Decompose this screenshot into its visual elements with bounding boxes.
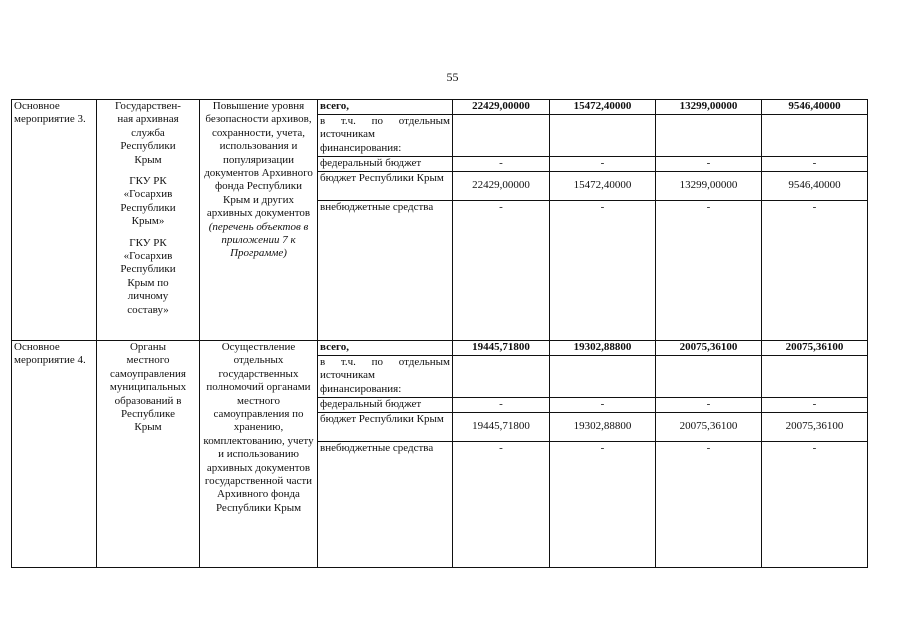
extrabudgetary-value: - bbox=[453, 201, 550, 341]
republic-budget-value: 22429,00000 bbox=[453, 172, 550, 201]
republic-budget-value: 9546,40000 bbox=[762, 172, 868, 201]
funding-sources-label: в т.ч. по отдельным источникам финансирования: bbox=[318, 356, 453, 398]
federal-budget-value: - bbox=[453, 398, 550, 413]
extrabudgetary-value: - bbox=[453, 442, 550, 568]
extrabudgetary-label: внебюджетные средства bbox=[318, 442, 453, 568]
total-value: 9546,40000 bbox=[762, 100, 868, 115]
federal-budget-label: федеральный бюджет bbox=[318, 157, 453, 172]
federal-budget-value: - bbox=[656, 398, 762, 413]
page-number: 55 bbox=[446, 70, 459, 84]
federal-budget-value: - bbox=[550, 398, 656, 413]
extrabudgetary-value: - bbox=[550, 201, 656, 341]
federal-budget-value: - bbox=[762, 157, 868, 172]
federal-budget-value: - bbox=[453, 157, 550, 172]
total-value: 20075,36100 bbox=[656, 341, 762, 356]
extrabudgetary-value: - bbox=[762, 201, 868, 341]
federal-budget-label: федеральный бюджет bbox=[318, 398, 453, 413]
extrabudgetary-label: внебюджетные средства bbox=[318, 201, 453, 341]
total-value: 19302,88800 bbox=[550, 341, 656, 356]
table-row bbox=[12, 341, 868, 356]
funding-sources-label: в т.ч. по отдельным источникам финансирования: bbox=[318, 115, 453, 157]
program-activities-table bbox=[11, 99, 868, 568]
republic-budget-value: 20075,36100 bbox=[762, 413, 868, 442]
federal-budget-value: - bbox=[656, 157, 762, 172]
activity-cell: Основное мероприятие 4. bbox=[12, 341, 97, 568]
total-value: 19445,71800 bbox=[453, 341, 550, 356]
republic-budget-value: 19302,88800 bbox=[550, 413, 656, 442]
republic-budget-value: 19445,71800 bbox=[453, 413, 550, 442]
federal-budget-value: - bbox=[762, 398, 868, 413]
extrabudgetary-value: - bbox=[656, 442, 762, 568]
activity-cell: Основное мероприятие 3. bbox=[12, 100, 97, 341]
executor-cell: Органы местного самоуправления муниципальных образований в Республике Крым bbox=[97, 341, 200, 568]
republic-budget-label: бюджет Республики Крым bbox=[318, 413, 453, 442]
executor-cell: Государствен- ная архивная служба Республики Крым ГКУ РК «Госархив Республики Крым» ГКУ РК «Госархив Республики Крым по личному составу» bbox=[97, 100, 200, 341]
description-cell: Повышение уровня безопасности архивов, сохранности, учета, использования и популяризации документов Архивного фонда Республики Крым и других архивных документов (перечень объектов в приложении 7 к Программе) bbox=[200, 100, 318, 341]
table-row bbox=[12, 100, 868, 115]
total-label: всего, bbox=[318, 100, 453, 115]
extrabudgetary-value: - bbox=[656, 201, 762, 341]
republic-budget-value: 15472,40000 bbox=[550, 172, 656, 201]
total-value: 20075,36100 bbox=[762, 341, 868, 356]
total-value: 15472,40000 bbox=[550, 100, 656, 115]
total-value: 13299,00000 bbox=[656, 100, 762, 115]
republic-budget-label: бюджет Республики Крым bbox=[318, 172, 453, 201]
total-label: всего, bbox=[318, 341, 453, 356]
total-value: 22429,00000 bbox=[453, 100, 550, 115]
federal-budget-value: - bbox=[550, 157, 656, 172]
extrabudgetary-value: - bbox=[550, 442, 656, 568]
extrabudgetary-value: - bbox=[762, 442, 868, 568]
republic-budget-value: 13299,00000 bbox=[656, 172, 762, 201]
republic-budget-value: 20075,36100 bbox=[656, 413, 762, 442]
description-cell: Осуществление отдельных государственных полномочий органами местного самоуправления по хранению, комплектованию, учету и использованию архивных документов государственной части Архивного фонда Республики Крым bbox=[200, 341, 318, 568]
